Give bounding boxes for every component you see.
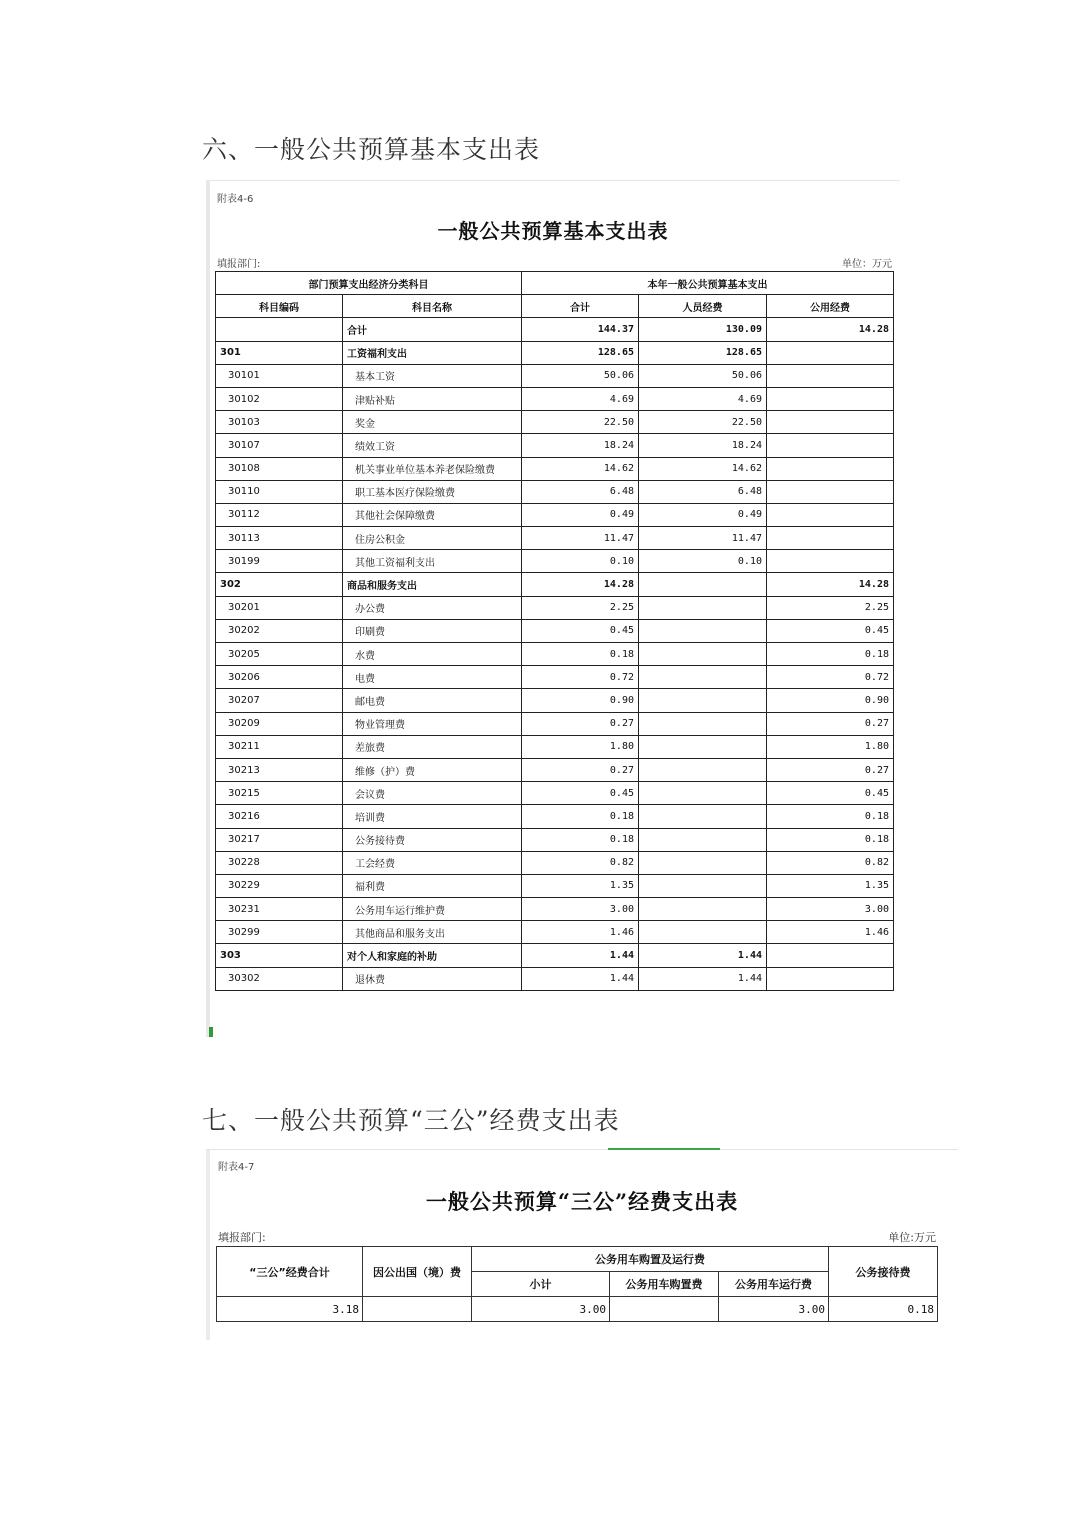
row-public [767, 387, 894, 410]
row-personnel [639, 828, 767, 851]
table-row [216, 341, 894, 364]
row-personnel: 1.44 [639, 944, 767, 967]
row-personnel [639, 689, 767, 712]
table-row [216, 387, 894, 410]
row-public: 0.82 [767, 851, 894, 874]
table-title: 一般公共预算基本支出表 [437, 219, 669, 243]
row-personnel [639, 874, 767, 897]
row-public: 0.27 [767, 712, 894, 735]
column-header-personnel: 人员经费 [639, 295, 767, 318]
table-row [216, 318, 894, 341]
row-code: 30217 [216, 828, 343, 851]
row-public: 1.80 [767, 735, 894, 758]
row-public: 14.28 [767, 318, 894, 341]
row-personnel [639, 921, 767, 944]
row-personnel: 11.47 [639, 527, 767, 550]
row-total: 0.27 [522, 712, 639, 735]
row-code: 30102 [216, 387, 343, 410]
attachment-note: 附表4-7 [218, 1162, 255, 1173]
row-public [767, 480, 894, 503]
row-public [767, 411, 894, 434]
row-name: 其他商品和服务支出 [343, 921, 522, 944]
row-code: 30229 [216, 874, 343, 897]
row-public [767, 457, 894, 480]
sheet-left-edge [206, 1150, 210, 1340]
row-code: 30103 [216, 411, 343, 434]
row-name: 基本工资 [343, 364, 522, 387]
row-name: 公务用车运行维护费 [343, 898, 522, 921]
row-personnel [639, 596, 767, 619]
column-header-subtotal: 小计 [472, 1272, 610, 1297]
row-total: 0.90 [522, 689, 639, 712]
row-code: 30107 [216, 434, 343, 457]
table-row [216, 411, 894, 434]
row-total: 0.82 [522, 851, 639, 874]
row-public: 1.35 [767, 874, 894, 897]
row-public: 14.28 [767, 573, 894, 596]
value-abroad [363, 1297, 472, 1322]
column-header-public: 公用经费 [767, 295, 894, 318]
row-code: 30205 [216, 643, 343, 666]
row-public [767, 944, 894, 967]
fill-department-label: 填报部门: [218, 1231, 266, 1244]
row-code: 30202 [216, 619, 343, 642]
table-row [216, 480, 894, 503]
unit-label: 单位:万元 [888, 1231, 936, 1244]
row-code: 30207 [216, 689, 343, 712]
row-public [767, 341, 894, 364]
row-public: 0.45 [767, 619, 894, 642]
budget-basic-expenditure-table-image [206, 180, 900, 1037]
row-name: 印刷费 [343, 619, 522, 642]
row-code: 30215 [216, 782, 343, 805]
row-name: 电费 [343, 666, 522, 689]
table-row [216, 619, 894, 642]
row-public: 0.18 [767, 805, 894, 828]
row-name: 维修（护）费 [343, 758, 522, 781]
row-personnel [639, 851, 767, 874]
sheet-left-edge [206, 181, 210, 1037]
table-row [217, 1297, 938, 1322]
row-total: 0.27 [522, 758, 639, 781]
row-total: 11.47 [522, 527, 639, 550]
row-code: 30113 [216, 527, 343, 550]
column-header-code: 科目编码 [216, 295, 343, 318]
row-personnel [639, 898, 767, 921]
row-total: 0.18 [522, 805, 639, 828]
row-code: 30302 [216, 967, 343, 990]
row-public: 1.46 [767, 921, 894, 944]
three-public-expenses-table-image [206, 1149, 958, 1340]
unit-label: 单位：万元 [842, 259, 892, 270]
row-name: 其他社会保障缴费 [343, 503, 522, 526]
table-row [216, 550, 894, 573]
row-code: 30228 [216, 851, 343, 874]
table-row [216, 596, 894, 619]
row-personnel [639, 735, 767, 758]
row-code: 30216 [216, 805, 343, 828]
row-total: 1.44 [522, 967, 639, 990]
table-row [216, 643, 894, 666]
row-total: 0.45 [522, 619, 639, 642]
row-personnel [639, 758, 767, 781]
row-code: 30206 [216, 666, 343, 689]
row-personnel [639, 782, 767, 805]
table-row [216, 805, 894, 828]
row-public: 0.18 [767, 828, 894, 851]
group-header-current-year: 本年一般公共预算基本支出 [522, 272, 894, 295]
row-total: 1.44 [522, 944, 639, 967]
row-code: 30199 [216, 550, 343, 573]
row-personnel: 4.69 [639, 387, 767, 410]
row-total: 128.65 [522, 341, 639, 364]
table-row [216, 921, 894, 944]
row-name: 邮电费 [343, 689, 522, 712]
row-name: 津贴补贴 [343, 387, 522, 410]
row-total: 0.45 [522, 782, 639, 805]
row-code: 301 [216, 341, 343, 364]
table-row [216, 851, 894, 874]
group-header-economic-class: 部门预算支出经济分类科目 [216, 272, 522, 295]
table-row [216, 434, 894, 457]
row-personnel: 0.10 [639, 550, 767, 573]
table-row [216, 364, 894, 387]
table-row [216, 828, 894, 851]
table-row [216, 874, 894, 897]
column-header-total: “三公”经费合计 [217, 1247, 363, 1297]
table-row [216, 735, 894, 758]
row-personnel [639, 805, 767, 828]
row-public: 0.90 [767, 689, 894, 712]
column-header-car-purchase: 公务用车购置费 [610, 1272, 719, 1297]
row-code: 30211 [216, 735, 343, 758]
table-title: 一般公共预算“三公”经费支出表 [425, 1189, 739, 1214]
row-code: 302 [216, 573, 343, 596]
column-header-abroad: 因公出国（境）费 [363, 1247, 472, 1297]
row-name: 工会经费 [343, 851, 522, 874]
row-total: 0.18 [522, 643, 639, 666]
row-name: 退休费 [343, 967, 522, 990]
column-header-car-operation: 公务用车运行费 [719, 1272, 829, 1297]
column-header-name: 科目名称 [343, 295, 522, 318]
row-name: 物业管理费 [343, 712, 522, 735]
row-personnel: 1.44 [639, 967, 767, 990]
row-personnel [639, 712, 767, 735]
row-total: 18.24 [522, 434, 639, 457]
table-row [216, 527, 894, 550]
row-name: 住房公积金 [343, 527, 522, 550]
sheet-cursor-mark [209, 1027, 213, 1037]
row-code: 30110 [216, 480, 343, 503]
section-7-heading: 七、一般公共预算“三公”经费支出表 [202, 1106, 620, 1135]
row-total: 0.72 [522, 666, 639, 689]
row-name: 公务接待费 [343, 828, 522, 851]
row-total: 22.50 [522, 411, 639, 434]
row-name: 办公费 [343, 596, 522, 619]
row-name: 绩效工资 [343, 434, 522, 457]
row-public [767, 967, 894, 990]
row-total: 50.06 [522, 364, 639, 387]
row-total: 6.48 [522, 480, 639, 503]
row-personnel: 128.65 [639, 341, 767, 364]
row-name: 对个人和家庭的补助 [343, 944, 522, 967]
row-code: 30209 [216, 712, 343, 735]
table-row [216, 666, 894, 689]
row-total: 1.35 [522, 874, 639, 897]
row-total: 14.62 [522, 457, 639, 480]
row-personnel: 18.24 [639, 434, 767, 457]
row-total: 1.80 [522, 735, 639, 758]
row-personnel: 130.09 [639, 318, 767, 341]
table-row [216, 758, 894, 781]
row-public [767, 550, 894, 573]
row-name: 合计 [343, 318, 522, 341]
column-header-total: 合计 [522, 295, 639, 318]
table-row [216, 898, 894, 921]
row-public [767, 364, 894, 387]
table-row [216, 782, 894, 805]
row-name: 职工基本医疗保险缴费 [343, 480, 522, 503]
row-name: 培训费 [343, 805, 522, 828]
three-public-table [216, 1246, 938, 1322]
row-total: 14.28 [522, 573, 639, 596]
row-code: 303 [216, 944, 343, 967]
fill-department-label: 填报部门: [217, 259, 261, 270]
basic-expenditure-table [215, 271, 894, 991]
value-subtotal: 3.00 [472, 1297, 610, 1322]
row-code: 30108 [216, 457, 343, 480]
row-public [767, 434, 894, 457]
row-name: 水费 [343, 643, 522, 666]
table-row [216, 712, 894, 735]
group-header-official-car: 公务用车购置及运行费 [472, 1247, 829, 1272]
row-name: 福利费 [343, 874, 522, 897]
row-personnel: 6.48 [639, 480, 767, 503]
row-total: 0.18 [522, 828, 639, 851]
row-public: 2.25 [767, 596, 894, 619]
row-total: 144.37 [522, 318, 639, 341]
row-name: 奖金 [343, 411, 522, 434]
row-name: 机关事业单位基本养老保险缴费 [343, 457, 522, 480]
row-public: 3.00 [767, 898, 894, 921]
row-code: 30299 [216, 921, 343, 944]
row-name: 其他工资福利支出 [343, 550, 522, 573]
row-public: 0.18 [767, 643, 894, 666]
row-name: 差旅费 [343, 735, 522, 758]
row-personnel: 0.49 [639, 503, 767, 526]
row-code: 30112 [216, 503, 343, 526]
column-header-reception: 公务接待费 [829, 1247, 938, 1297]
value-car-operation: 3.00 [719, 1297, 829, 1322]
row-code: 30101 [216, 364, 343, 387]
row-name: 工资福利支出 [343, 341, 522, 364]
row-public: 0.27 [767, 758, 894, 781]
row-personnel: 14.62 [639, 457, 767, 480]
table-row [216, 503, 894, 526]
row-code: 30213 [216, 758, 343, 781]
row-name: 会议费 [343, 782, 522, 805]
row-total: 0.10 [522, 550, 639, 573]
attachment-note: 附表4-6 [217, 194, 254, 205]
value-total: 3.18 [217, 1297, 363, 1322]
row-personnel [639, 573, 767, 596]
row-code: 30201 [216, 596, 343, 619]
row-public: 0.72 [767, 666, 894, 689]
row-total: 2.25 [522, 596, 639, 619]
table-row [216, 573, 894, 596]
value-car-purchase [610, 1297, 719, 1322]
row-code [216, 318, 343, 341]
table-row [216, 967, 894, 990]
table-row [216, 457, 894, 480]
table-row [216, 944, 894, 967]
row-public [767, 527, 894, 550]
row-code: 30231 [216, 898, 343, 921]
row-total: 1.46 [522, 921, 639, 944]
row-public: 0.45 [767, 782, 894, 805]
table-row [216, 689, 894, 712]
row-total: 0.49 [522, 503, 639, 526]
row-personnel: 50.06 [639, 364, 767, 387]
value-reception: 0.18 [829, 1297, 938, 1322]
row-total: 3.00 [522, 898, 639, 921]
row-public [767, 503, 894, 526]
section-6-heading: 六、一般公共预算基本支出表 [202, 135, 541, 164]
row-total: 4.69 [522, 387, 639, 410]
row-personnel [639, 643, 767, 666]
row-personnel [639, 666, 767, 689]
row-personnel [639, 619, 767, 642]
row-name: 商品和服务支出 [343, 573, 522, 596]
sheet-tab-indicator [608, 1148, 720, 1150]
row-personnel: 22.50 [639, 411, 767, 434]
